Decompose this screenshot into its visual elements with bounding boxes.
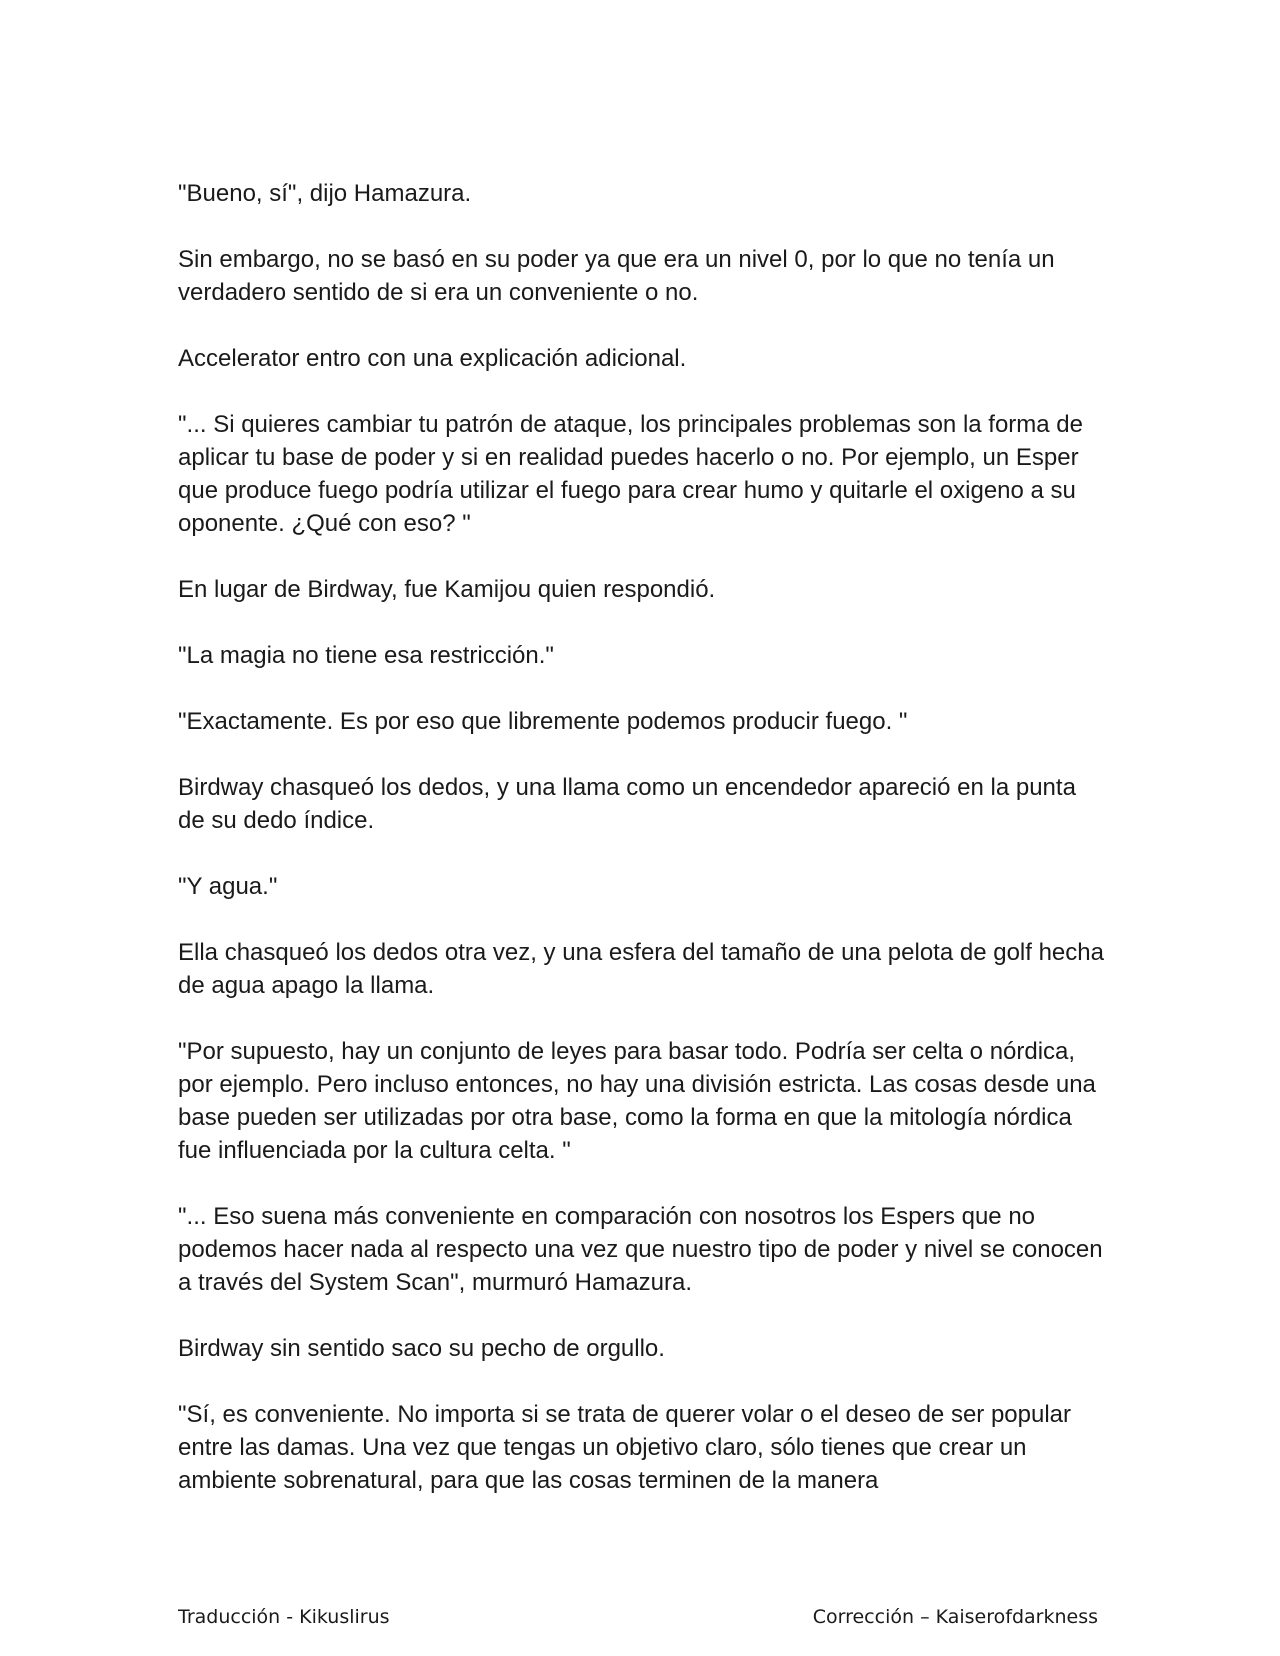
- document-body: [178, 177, 1108, 1497]
- footer-correction-credit: Corrección – Kaiserofdarkness: [812, 1606, 1098, 1628]
- paragraph: "... Eso suena más conveniente en comparación con nosotros los Espers que no podemos hacer nada al respecto una vez que nuestro tipo de poder y nivel se conocen a través del System Scan", murmuró Hamazura.: [178, 1203, 1103, 1296]
- paragraph: "... Si quieres cambiar tu patrón de ataque, los principales problemas son la forma de aplicar tu base de poder y si en realidad puedes hacerlo o no. Por ejemplo, un Esper que produce fuego podría utilizar el fuego para crear humo y quitarle el oxigeno a su oponente. ¿Qué con eso? ": [178, 411, 1084, 537]
- paragraph: "Exactamente. Es por eso que libremente podemos producir fuego. ": [178, 708, 908, 735]
- paragraph: "La magia no tiene esa restricción.": [178, 642, 554, 669]
- paragraph: Birdway chasqueó los dedos, y una llama como un encendedor apareció en la punta de su dedo índice.: [178, 774, 1076, 834]
- footer-translation-credit: Traducción - Kikuslirus: [178, 1606, 390, 1628]
- paragraph: "Y agua.": [178, 873, 278, 900]
- paragraph: "Por supuesto, hay un conjunto de leyes para basar todo. Podría ser celta o nórdica, por ejemplo. Pero incluso entonces, no hay una división estricta. Las cosas desde una base pueden ser utilizadas por otra base, como la forma en que la mitología nórdica fue influenciada por la cultura celta. ": [178, 1038, 1096, 1164]
- page-footer: [178, 1606, 1098, 1636]
- paragraph: Birdway sin sentido saco su pecho de orgullo.: [178, 1335, 665, 1362]
- paragraph: "Sí, es conveniente. No importa si se trata de querer volar o el deseo de ser popular entre las damas. Una vez que tengas un objetivo claro, sólo tienes que crear un ambiente sobrenatural, para que las cosas terminen de la manera: [178, 1401, 1072, 1494]
- paragraph: "Bueno, sí", dijo Hamazura.: [178, 180, 472, 207]
- paragraph: En lugar de Birdway, fue Kamijou quien respondió.: [178, 576, 716, 603]
- paragraph: Accelerator entro con una explicación adicional.: [178, 345, 687, 372]
- paragraph: Sin embargo, no se basó en su poder ya que era un nivel 0, por lo que no tenía un verdadero sentido de si era un conveniente o no.: [178, 246, 1055, 306]
- paragraph: Ella chasqueó los dedos otra vez, y una esfera del tamaño de una pelota de golf hecha de agua apago la llama.: [178, 939, 1104, 999]
